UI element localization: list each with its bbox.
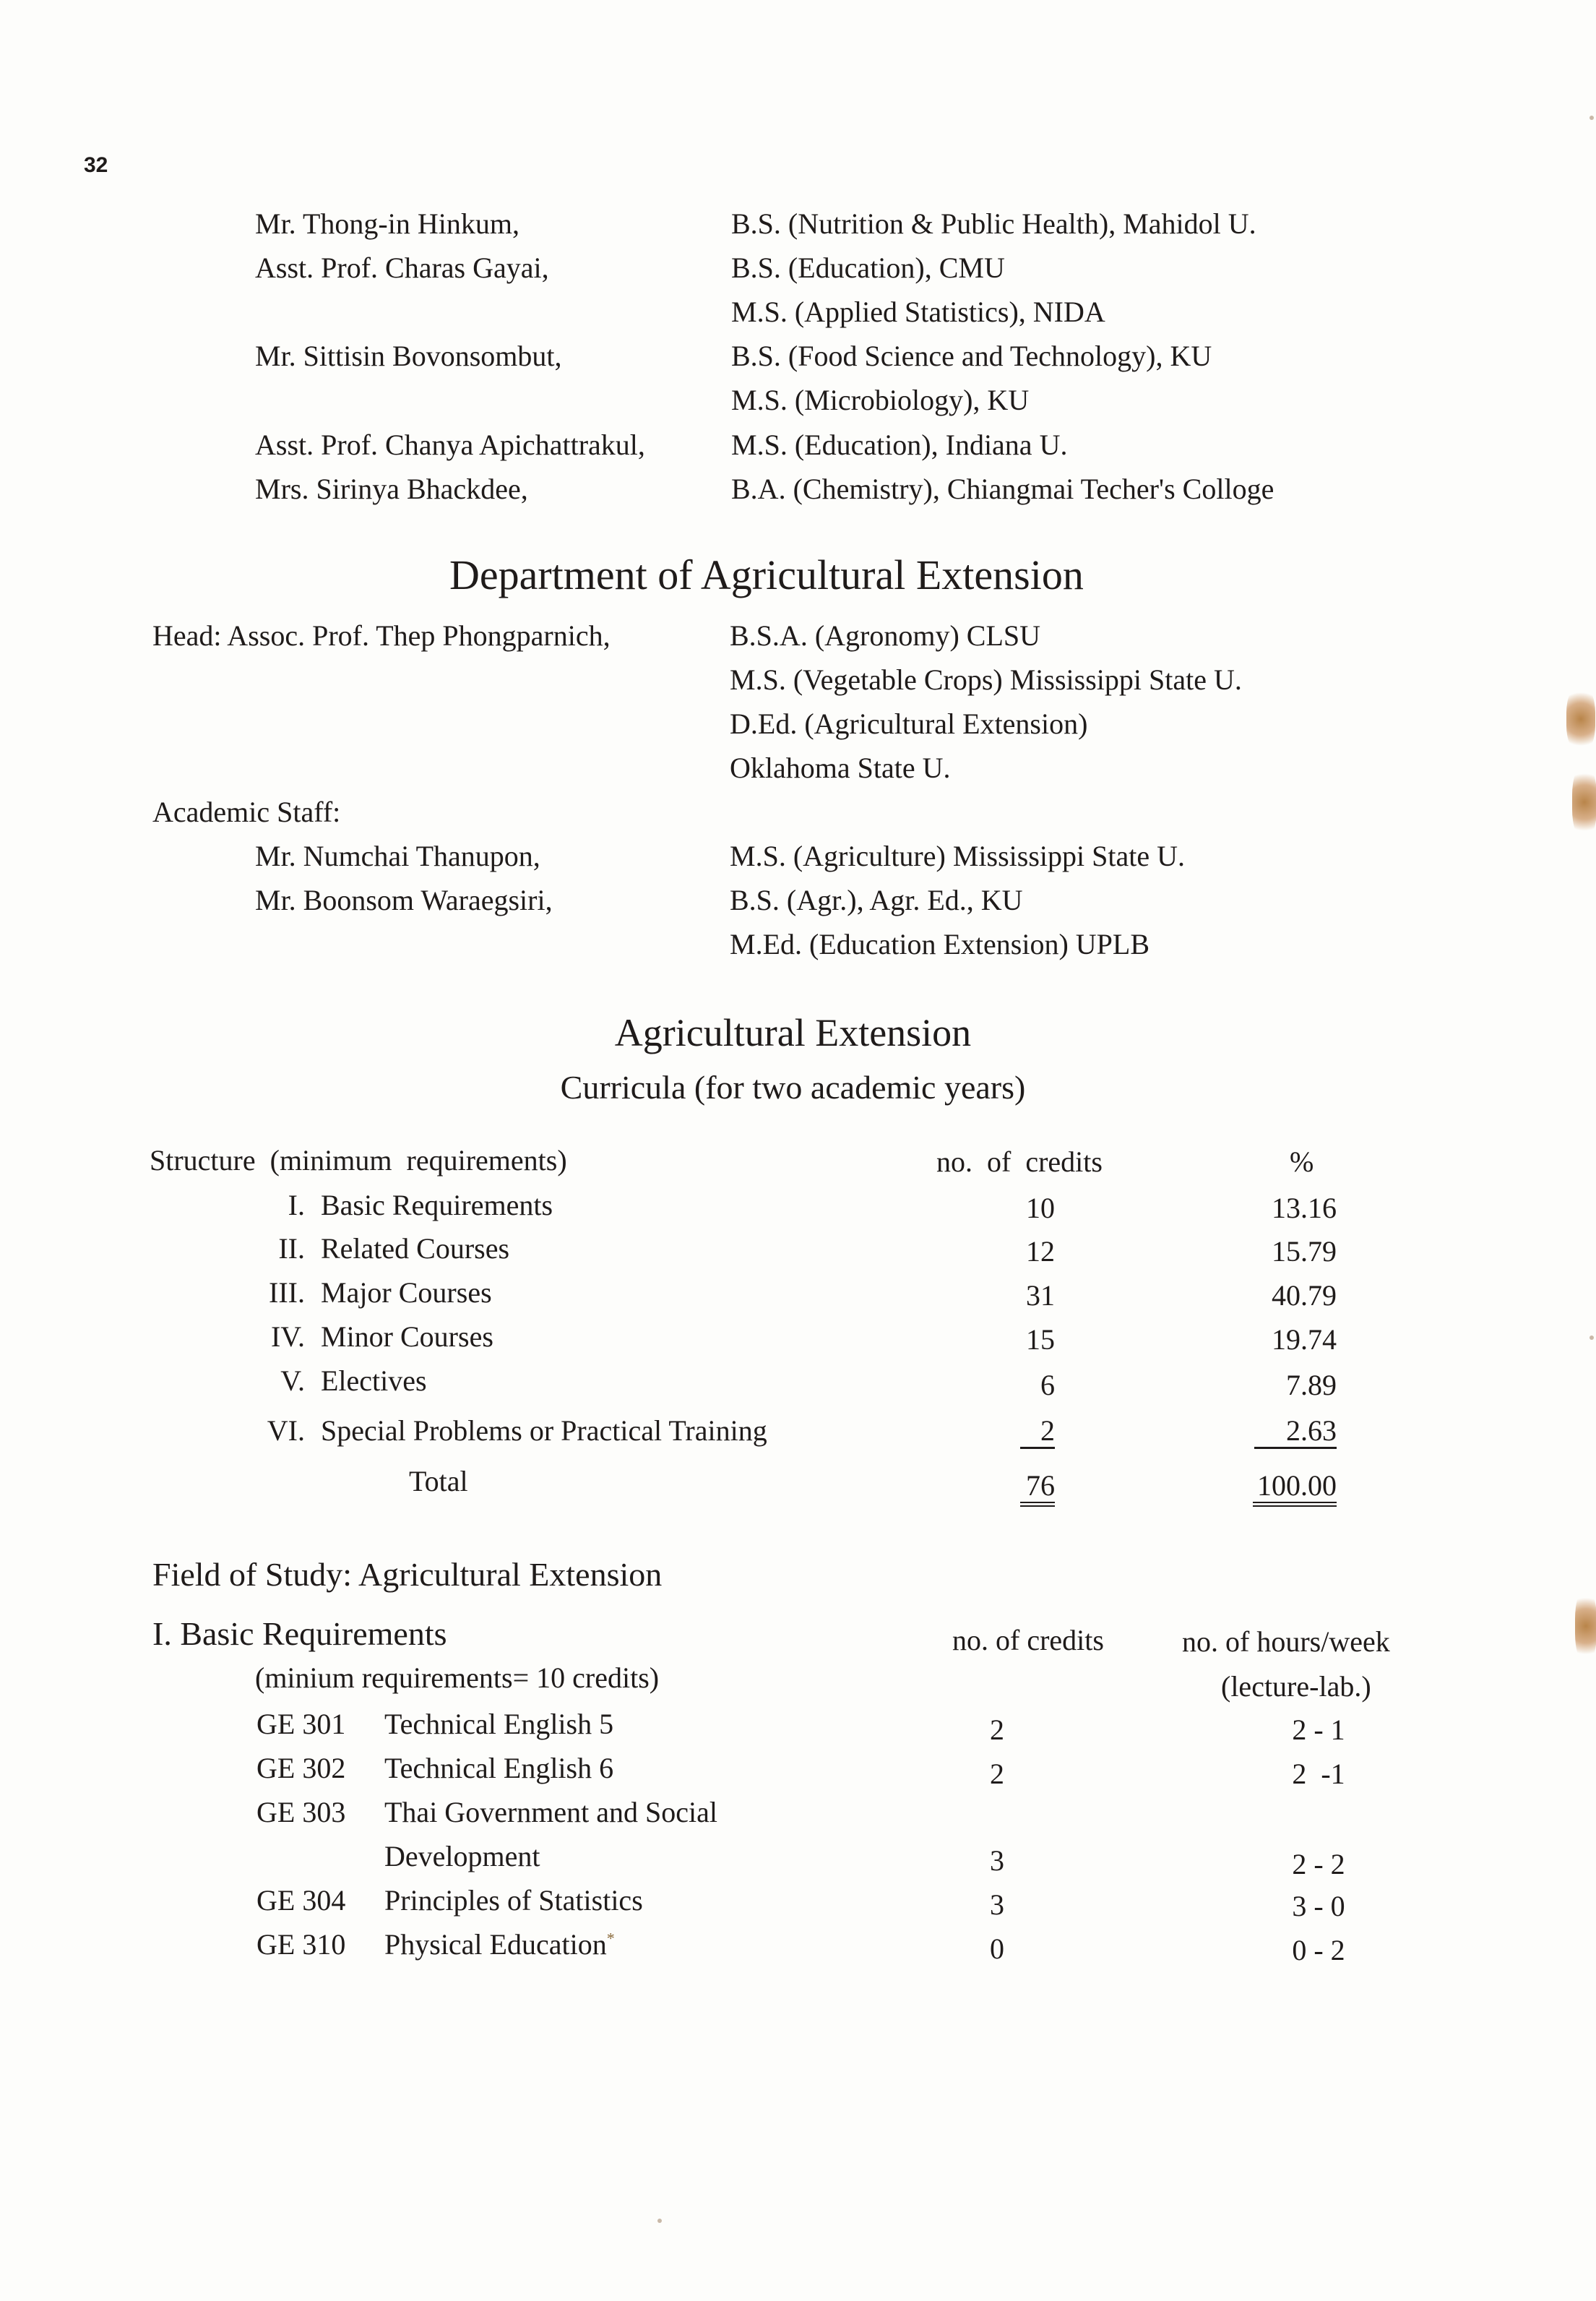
staff-degree: B.S. (Agr.), Agr. Ed., KU: [730, 884, 1023, 916]
page-stain: [1572, 766, 1596, 838]
course-credits: 0: [990, 1932, 1004, 1965]
row-credits: 15: [1026, 1323, 1055, 1356]
course-name-text: Physical Education: [384, 1928, 607, 1961]
head-degree: D.Ed. (Agricultural Extension): [730, 707, 1088, 740]
row-percent: 7.89: [1286, 1369, 1337, 1401]
staff-degree: M.S. (Education), Indiana U.: [731, 429, 1068, 461]
page-speck: [657, 2219, 662, 2223]
staff-degree: M.S. (Microbiology), KU: [731, 384, 1030, 416]
row-label: Related Courses: [321, 1232, 510, 1265]
staff-name: Asst. Prof. Charas Gayai,: [255, 251, 549, 284]
course-code: GE 301: [256, 1708, 346, 1740]
total-credits: 76: [1020, 1471, 1055, 1507]
row-number: VI.: [267, 1414, 305, 1447]
course-hours-subheader: (lecture-lab.): [1221, 1670, 1371, 1703]
course-credits: 2: [990, 1758, 1004, 1790]
course-name-continued: Development: [384, 1840, 540, 1872]
course-hours: 2 - 1: [1292, 1713, 1345, 1746]
curricula-subtitle-text: Curricula (for two academic years): [560, 1069, 1026, 1106]
page-number: 32: [84, 153, 108, 177]
curricula-title-text: Agricultural Extension: [614, 1011, 972, 1054]
row-percent: 19.74: [1272, 1323, 1337, 1356]
course-name: [384, 1930, 615, 1959]
row-credits: 6: [1040, 1369, 1055, 1401]
course-name: Technical English 6: [384, 1752, 614, 1784]
course-code: GE 304: [256, 1884, 346, 1917]
row-percent: 2.63: [1254, 1416, 1337, 1449]
credits-header: no. of credits: [936, 1145, 1103, 1178]
row-percent: 13.16: [1272, 1192, 1337, 1224]
row-label: Minor Courses: [321, 1320, 493, 1353]
row-number: III.: [269, 1276, 305, 1309]
structure-header: Structure (minimum requirements): [150, 1144, 567, 1177]
curricula-title: [0, 1010, 1596, 1055]
course-hours: 2 -1: [1292, 1758, 1345, 1790]
head-degree: M.S. (Vegetable Crops) Mississippi State U.: [730, 663, 1242, 696]
row-credits: 10: [1026, 1192, 1055, 1224]
department-title: Department of Agricultural Extension: [449, 551, 1084, 598]
page-stain: [1575, 1590, 1596, 1662]
row-label: Basic Requirements: [321, 1189, 553, 1221]
head-label: Head: Assoc. Prof. Thep Phongparnich,: [152, 619, 611, 652]
page-speck: [1589, 116, 1594, 120]
total-percent: 100.00: [1253, 1471, 1337, 1507]
staff-degree: B.S. (Education), CMU: [731, 251, 1005, 284]
row-label: Special Problems or Practical Training: [321, 1414, 767, 1447]
course-code: GE 303: [256, 1796, 346, 1828]
row-label: Major Courses: [321, 1276, 492, 1309]
row-percent: 15.79: [1272, 1235, 1337, 1268]
staff-degree: B.S. (Nutrition & Public Health), Mahidol U.: [731, 207, 1256, 240]
course-credits: 2: [990, 1713, 1004, 1746]
course-hours-header: no. of hours/week: [1182, 1625, 1390, 1658]
course-name: Technical English 5: [384, 1708, 614, 1740]
page-speck: [1589, 1336, 1594, 1340]
staff-name: Mr. Boonsom Waraegsiri,: [255, 884, 553, 916]
staff-degree: B.S. (Food Science and Technology), KU: [731, 340, 1212, 372]
row-credits: 31: [1026, 1279, 1055, 1312]
basic-requirements-title: I. Basic Requirements: [152, 1615, 447, 1652]
course-name: Thai Government and Social: [384, 1796, 717, 1828]
field-of-study-title: Field of Study: Agricultural Extension: [152, 1556, 663, 1593]
course-credits: 3: [990, 1844, 1004, 1877]
staff-degree: M.S. (Applied Statistics), NIDA: [731, 296, 1105, 328]
page-stain: [1566, 687, 1595, 752]
staff-name: Mr. Thong-in Hinkum,: [255, 207, 519, 240]
total-label: Total: [409, 1465, 468, 1497]
course-hours: 2 - 2: [1292, 1848, 1345, 1880]
curricula-subtitle: [0, 1068, 1596, 1106]
staff-name: Mr. Numchai Thanupon,: [255, 840, 540, 872]
course-hours: 3 - 0: [1292, 1890, 1345, 1922]
staff-degree: M.Ed. (Education Extension) UPLB: [730, 928, 1150, 960]
staff-degree: B.A. (Chemistry), Chiangmai Techer's Colloge: [731, 473, 1274, 505]
row-number: V.: [280, 1364, 305, 1397]
course-code: GE 302: [256, 1752, 346, 1784]
course-name: Principles of Statistics: [384, 1884, 643, 1917]
percent-header: %: [1290, 1145, 1314, 1178]
row-number: I.: [288, 1189, 305, 1221]
course-credits-header: no. of credits: [952, 1624, 1104, 1656]
staff-name: Mr. Sittisin Bovonsombut,: [255, 340, 562, 372]
course-credits: 3: [990, 1888, 1004, 1921]
row-credits: 2: [1020, 1416, 1055, 1449]
head-degree: Oklahoma State U.: [730, 752, 951, 784]
head-degree: B.S.A. (Agronomy) CLSU: [730, 619, 1041, 652]
footnote-mark: *: [606, 1929, 615, 1948]
academic-staff-label: Academic Staff:: [152, 796, 341, 828]
row-label: Electives: [321, 1364, 427, 1397]
row-number: II.: [278, 1232, 305, 1265]
staff-name: Mrs. Sirinya Bhackdee,: [255, 473, 528, 505]
course-code: GE 310: [256, 1928, 346, 1961]
staff-degree: M.S. (Agriculture) Mississippi State U.: [730, 840, 1185, 872]
course-hours: 0 - 2: [1292, 1934, 1345, 1966]
min-requirements-note: (minium requirements= 10 credits): [255, 1661, 660, 1694]
staff-name: Asst. Prof. Chanya Apichattrakul,: [255, 429, 645, 461]
row-number: IV.: [270, 1320, 305, 1353]
row-percent: 40.79: [1272, 1279, 1337, 1312]
row-credits: 12: [1026, 1235, 1055, 1268]
